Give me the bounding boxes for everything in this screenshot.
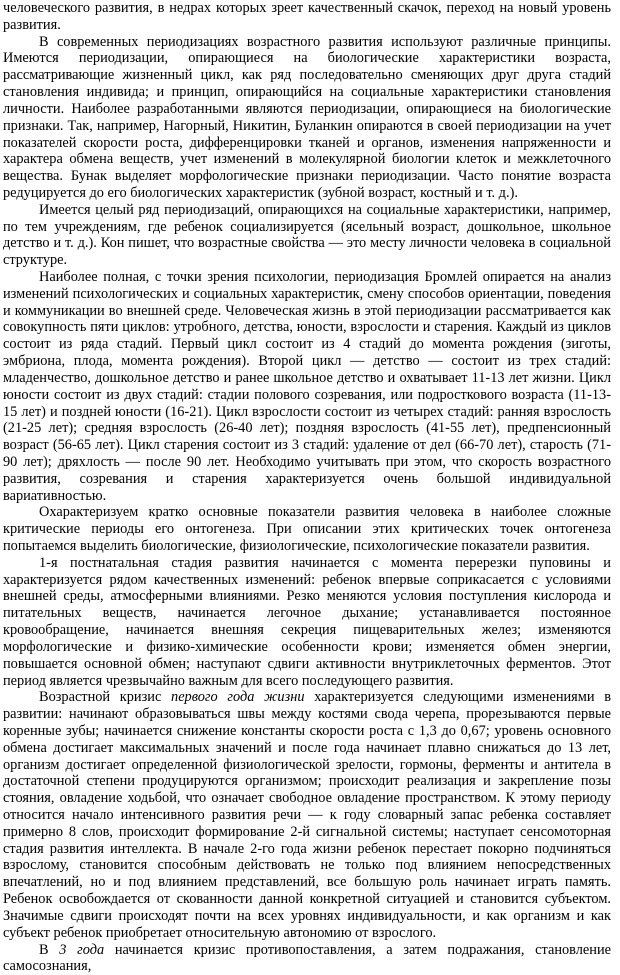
paragraph-continuation: человеческого развития, в недрах которых зреет качественный скачок, переход на новый уровень развития. (3, 0, 611, 34)
paragraph-bromley-periodization: Наиболее полная, с точки зрения психологии, периодизация Бромлей опирается на анализ изменений психологических и социальных характеристик, смену способов ориентации, поведения и коммуникации во внешней среде. Человеческая жизнь в этой периодизации рассматривается как совокупность пяти циклов: утробного, детства, юности, взрослости и старения. Каждый из циклов состоит из ряда стадий. Первый цикл состоит из 4 стадий до момента рождения (зиготы, эмбриона, плода, момента рождения). Второй цикл — детство — состоит из трех стадий: младенчество, дошкольное детство и ранее школьное детство и охватывает 11-13 лет жизни. Цикл юности состоит из двух стадий: стадии полового созревания, или подросткового возраста (11-13-15 лет) и поздней юности (16-21). Цикл взрослости состоит из четырех стадий: ранняя взрослость (21-25 лет); средняя взрослость (26-40 лет); поздняя взрослость (41-55 лет), предпенсионный возраст (56-65 лет). Цикл старения состоит из 3 стадий: удаление от дел (66-70 лет), старость (71-90 лет); дряхлость — после 90 лет. Необходимо учитывать при этом, что скорость возрастного развития, созревания и старения характеризуется очень большой индивидуальной вариативностью. (3, 269, 611, 504)
paragraph-periodization-principles: В современных периодизациях возрастного развития используют различные принципы. Имеются периодизации, опирающиеся на биологические характеристики возраста, рассматривающие жизненный цикл, как ряд последовательно сменяющих друг друга стадий становления индивида; и принцип, опирающийся на социальные характеристики становления личности. Наиболее разработанными являются периодизации, опирающиеся на биологические признаки. Так, например, Нагорный, Никитин, Буланкин опираются в своей периодизации на учет показателей скорости роста, дифференцировки тканей и органов, изменения напряженности и характера обмена веществ, учет изменений в молекулярной биологии клеток и межклеточного вещества. Бунак выделяет морфологические признаки периодизации. Часто понятие возраста редуцируется до его биологических характеристик (зубной возраст, костный и т. д.). (3, 34, 611, 202)
paragraph-postnatal-stage: 1-я постнатальная стадия развития начинается с момента перерезки пуповины и характеризуется рядом качественных изменений: ребенок впервые соприкасается с условиями внешней среды, атмосферными влияниями. Резко меняются условия поступления кислорода и питательных веществ, начинается легочное дыхание; устанавливается постоянное кровообращение, начинается внешняя секреция пищеварительных желез; изменяются морфологические и физико-химические особенности крови; изменяется обмен энергии, повышается основной обмен; наступают сдвиги активности внутриклеточных ферментов. Этот период является чрезвычайно важным для всего последующего развития. (3, 555, 611, 690)
italic-term: 3 года (59, 942, 104, 958)
paragraph-first-year-crisis (3, 689, 611, 941)
italic-term: первого года жизни (171, 689, 304, 705)
paragraph-critical-periods-intro: Охарактеризуем кратко основные показатели развития человека в наиболее сложные критические периоды его онтогенеза. При описании этих критических точек онтогенеза попытаемся выделить биологические, физиологические, психологические показатели развития. (3, 504, 611, 554)
document-page (3, 0, 611, 975)
paragraph-social-periodizations: Имеется целый ряд периодизаций, опирающихся на социальные характеристики, например, по тем учреждениям, где ребенок социализируется (ясельный возраст, дошкольное, школьное детство и т. д.). Кон пишет, что возрастные свойства — это месту личности человека в социальной структуре. (3, 202, 611, 269)
text-run: Возрастной кризис (39, 689, 171, 705)
text-run: В (39, 942, 59, 958)
text-run: начинается кризис противопоставления, а затем подражания, становление самосознания, (3, 942, 611, 975)
paragraph-three-year-crisis (3, 942, 611, 975)
text-run: характеризуется следующими изменениями в развитии: начинают образовываться швы между костями свода черепа, прорезываются первые коренные зубы; начинается снижение константы скорости роста с 1,3 до 0,67; уровень основного обмена достигает максимальных значений и после года начинает плавно снижаться до 13 лет, организм достигает определенной физиологической зрелости, гормоны, ферменты и антитела в достаточной степени продуцируются организмом; происходит реализация и закрепление позы стояния, овладение ходьбой, что означает свободное овладение пространством. К этому периоду относится начало интенсивного развития речи — к году словарный запас ребенка составляет примерно 8 слов, происходит формирование 2-й сигнальной системы; наступает сенсомоторная стадия развития интеллекта. В начале 2-го года жизни ребенок перестает покорно подчиняться взрослому, становится способным действовать не только под влиянием непосредственных впечатлений, но и под влиянием представлений, все большую роль начинает играть память. Ребенок освобождается от скованности данной конкретной ситуацией и становится субъектом. Значимые сдвиги происходят почти на всех уровнях индивидуальности, и как организм и как субъект ребенок приобретает относительную автономию от взрослого. (3, 689, 611, 940)
